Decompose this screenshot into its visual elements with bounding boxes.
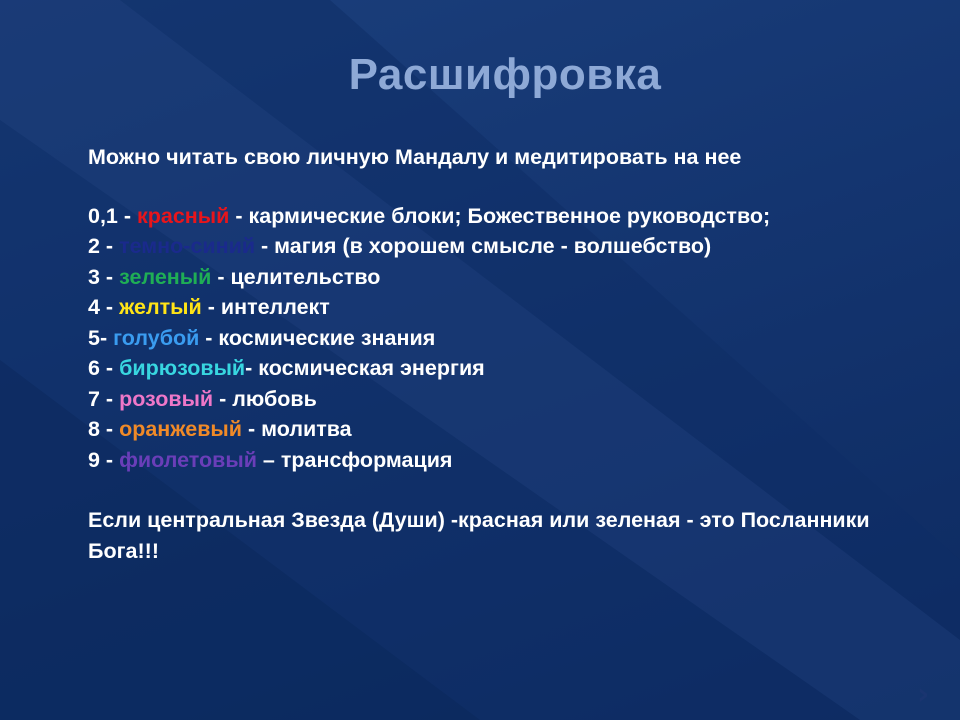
item-number: 5- — [88, 325, 114, 350]
color-name: голубой — [113, 325, 200, 350]
color-name: оранжевый — [119, 417, 242, 441]
item-meaning: - кармические блоки; Божественное руководство; — [229, 203, 771, 228]
item-meaning: - магия (в хорошем смысле - волшебство) — [255, 234, 712, 258]
color-name: темно-синий — [119, 234, 256, 258]
color-name: желтый — [119, 295, 202, 319]
item-number: 3 - — [88, 264, 120, 289]
item-meaning: – трансформация — [256, 447, 453, 472]
item-number: 4 - — [88, 295, 120, 319]
item-number: 8 - — [88, 417, 120, 441]
list-item — [88, 231, 908, 262]
list-item — [88, 353, 908, 384]
list-item — [88, 201, 908, 232]
item-number: 7 - — [88, 386, 120, 411]
slide-title: Расшифровка — [348, 50, 662, 99]
list-item — [88, 384, 908, 415]
next-slide-arrow-icon[interactable]: › — [917, 677, 930, 712]
item-number: 0,1 - — [88, 203, 137, 228]
color-name: фиолетовый — [119, 447, 257, 472]
item-meaning: - интеллект — [201, 295, 330, 319]
list-item — [88, 445, 908, 476]
color-name: бирюзовый — [119, 356, 246, 380]
item-number: 9 - — [88, 447, 120, 472]
item-meaning: - космические знания — [199, 325, 436, 350]
item-meaning: - молитва — [242, 417, 352, 441]
item-meaning: - любовь — [213, 386, 317, 411]
item-meaning: - космическая энергия — [245, 356, 485, 380]
item-meaning: - целительство — [211, 264, 381, 289]
color-name: розовый — [119, 386, 214, 411]
list-item — [88, 414, 908, 445]
conclusion-text: Если центральная Звезда (Души) -красная или зеленая - это Посланники Бога!!! — [88, 508, 870, 563]
color-name: зеленый — [119, 264, 212, 289]
color-name: красный — [137, 203, 230, 228]
list-item — [88, 262, 908, 293]
intro-text: Можно читать свою личную Мандалу и медитировать на нее — [88, 145, 742, 169]
slide-content — [88, 142, 908, 566]
list-item — [88, 292, 908, 323]
list-item — [88, 323, 908, 354]
item-number: 6 - — [88, 356, 120, 380]
item-number: 2 - — [88, 234, 120, 258]
